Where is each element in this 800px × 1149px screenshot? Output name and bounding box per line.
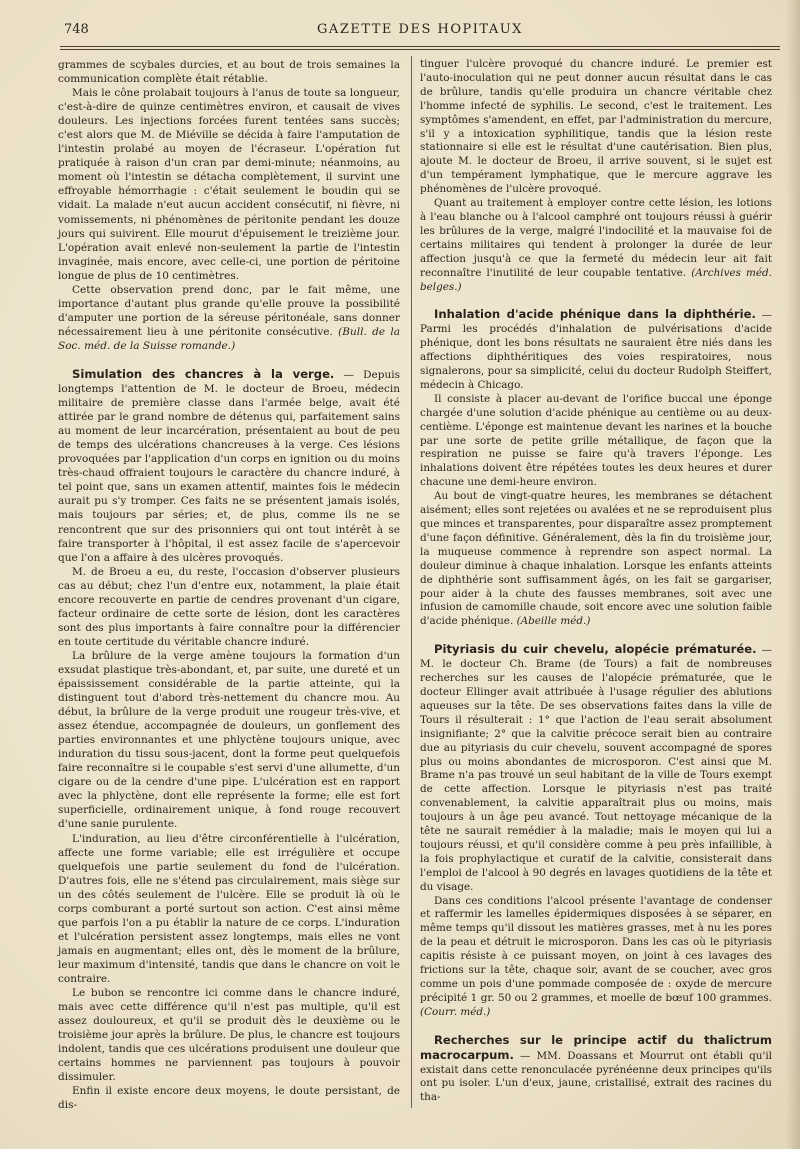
running-title: GAZETTE DES HOPITAUX xyxy=(317,22,523,37)
paragraph: Le bubon se rencontre ici comme dans le chancre induré, mais avec cette différence qu'il n'est pas multiple, qu'il est assez douloureux, et qu'il se produit dès le deuxième ou le troisième jour après la brûlure. De plus, le chancre est toujours indolent, tandis que ces ulcérations produisent une douleur que certains hommes ne parviennent pas toujours à pouvoir dissimuler. xyxy=(58,987,400,1084)
article-simulation-chancres xyxy=(58,367,400,565)
column-divider xyxy=(411,56,412,1108)
article-thalictrum xyxy=(420,1034,772,1106)
paragraph-text: Au bout de vingt-quatre heures, les membranes se détachent aisément; elles sont rejetées ou avalées et ne se reproduisent plus que minces et transparentes, pour disparaître assez promptement d'une façon définitive. Généralement, dès la fin du troisième jour, la muqueuse commence à reprendre son aspect normal. La douleur diminue à chaque inhalation. Lorsque les enfants atteints de diphthérie sont suffisamment âgés, on les fait se gargariser, pour aider à la chute des fausses membranes, soit avec une infusion de camomille chaude, soit encore avec une solution faible d'acide phénique. xyxy=(420,490,772,628)
page-edge-shadow xyxy=(786,0,800,1149)
paragraph: grammes de scybales durcies, et au bout de trois semaines la communication complète était rétablie. xyxy=(58,59,400,86)
source-citation: (Archives méd. belges.) xyxy=(420,266,772,293)
right-column xyxy=(420,58,772,1105)
paragraph: tinguer l'ulcère provoqué du chancre induré. Le premier est l'auto-inoculation qui ne peut donner aucun résultat dans le cas de brûlure, tandis qu'elle produira un chancre véritable chez l'homme infecté de syphilis. Le second, c'est le traitement. Les symptômes s'amendent, en effet, par l'administration du mercure, s'il y a intoxication syphilitique, tandis que la lésion reste stationnaire si elle est le résultat d'une cautérisation. Bien plus, ajoute M. le docteur de Broeu, il arrive souvent, si le sujet est d'un tempérament lymphatique, que le mercure aggrave les phénomènes de l'ulcère provoqué. xyxy=(420,58,772,196)
page-number: 748 xyxy=(64,22,89,37)
article-pityriasis xyxy=(420,643,772,894)
paragraph-text: Dans ces conditions l'alcool présente l'avantage de condenser et raffermir les lamelles épidermiques disposées à se séparer, en même temps qu'il dissout les matières grasses, met à nu les pores de la peau et détruit le microsporon. Dans les cas où le pityriasis capitis résiste à ce puissant moyen, on joint à ces lavages des frictions sur la tête, chaque soir, avant de se coucher, avec gros comme un pois d'une pommade composée de : oxyde de mercure précipité 1 gr. 50 ou 2 grammes, et moelle de bœuf 100 grammes. xyxy=(420,894,772,1004)
paragraph xyxy=(420,490,772,629)
spacer xyxy=(58,353,400,367)
paragraph: Mais le cône prolabait toujours à l'anus de toute sa longueur, c'est-à-dire de quinze centimètres environ, et causait de vives douleurs. Les injections forcées furent tentées sans succès; c'est alors que M. de Miéville se décida à faire l'amputation de l'intestin prolabé au moyen de l'écraseur. L'opération fut pratiquée à raison d'un cran par demi-minute; néanmoins, au moment où l'intestin se détacha complètement, il survint une effroyable hémorrhagie : c'était seulement le boudin qui se vidait. La malade n'eut aucun accident consécutif, ni fièvre, ni vomissements, ni phénomènes de péritonite pendant les douze jours qui suivirent. Elle mourut d'épuisement le treizième jour. L'opération avait enlevé non-seulement la partie de l'intestin invaginée, mais encore, avec celle-ci, une portion de péritoine longue de plus de 10 centimètres. xyxy=(58,87,400,282)
header-rule xyxy=(60,46,780,47)
paragraph xyxy=(58,283,400,353)
paragraph-text: — Parmi les procédés d'inhalation de pulvérisations d'acide phénique, dont les bons résultats ne sauraient être niés dans les affections diphthéritiques des voies respiratoires, nous signalerons, pour sa simplicité, celui du docteur Rudolph Steiffert, médecin à Chicago. xyxy=(420,309,772,391)
article-title: Pityriasis du cuir chevelu, alopécie prématurée. xyxy=(434,642,757,657)
paragraph-text: — M. le docteur Ch. Brame (de Tours) a fait de nombreuses recherches sur les causes de l'alopécie prématurée, que le docteur Ellinger avait attribuée à l'usage régulier des ablutions aqueuses sur la tête. De ses observations faites dans la ville de Tours il résulterait : 1° que l'action de l'eau serait absolument insignifiante; 2° que la calvitie précoce serait bien au contraire due au pityriasis du cuir chevelu, souvent accompagné de spores plus ou moins abondantes de microsporon. C'est ainsi que M. Brame n'a pas trouvé un seul habitant de la ville de Tours exempt de cette affection. Lorsque le pityriasis n'est pas traité convenablement, la calvitie apparaîtrait plus ou moins, mais toujours à un âge peu avancé. Tout nettoyage mécanique de la tête ne saurait remédier à la maladie; mais le moyen qui lui a toujours réussi, et qu'il considère comme à peu près infaillible, à la fois prophylactique et curatif de la calvitie, consisterait dans l'emploi de l'alcool à 90 degrés en lavages quotidiens de la tête et du visage. xyxy=(420,644,772,893)
paragraph: La brûlure de la verge amène toujours la formation d'un exsudat plastique très-abondant, et, par suite, une dureté et un épaississement considérable de la partie atteinte, qui la distinguent tout d'abord très-nettement du chancre mou. Au début, la brûlure de la verge produit une rougeur très-vive, et assez étendue, accompagnée de douleurs, un gonflement des parties environnantes et une phlyctène toujours unique, avec induration du tissu sous-jacent, dont la forme peut quelquefois faire reconnaître si le coupable s'est servi d'une allumette, d'un cigare ou de la cendre d'une pipe. L'ulcération est en rapport avec la phlyctène, dont elle représente la forme; elle est fort superficielle, ordinairement unique, à fond rouge recouvert d'une sanie purulente. xyxy=(58,649,400,831)
paragraph-text: — Depuis longtemps l'attention de M. le docteur de Broeu, médecin militaire de première classe dans l'armée belge, avait été attirée par le grand nombre de détenus qui, parfaitement sains au moment de leur incarcération, présentaient au bout de peu de temps des ulcérations chancreuses à la verge. Ces lésions provoquées par l'application d'un corps en ignition ou du moins très-chaud offraient toujours le caractère du chancre induré, à tel point que, sans un examen attentif, maintes fois le médecin aurait pu s'y tromper. Ces faits ne se présentent jamais isolés, mais toujours par séries; et, de plus, comme ils ne se rencontrent que sur des prisonniers qui ont tout intérêt à se faire transporter à l'hôpital, il est assez facile de s'apercevoir que l'on a affaire à des ulcères provoqués. xyxy=(58,368,400,564)
paragraph: Il consiste à placer au-devant de l'orifice buccal une éponge chargée d'une solution d'acide phénique au centième ou au deux-centième. L'éponge est maintenue devant les narines et la bouche par une sorte de petite grille métallique, de façon que la respiration ne puisse se faire qu'à travers l'éponge. Les inhalations doivent être répétées toutes les deux heures et durer chacune une demi-heure environ. xyxy=(420,392,772,489)
source-citation: (Abeille méd.) xyxy=(516,615,591,628)
source-citation: (Courr. méd.) xyxy=(420,1005,491,1018)
source-citation: (Bull. de la Soc. méd. de la Suisse romande.) xyxy=(58,325,400,352)
paragraph-text: — MM. Doassans et Mourrut ont établi qu'il existait dans cette renonculacée pyrénéenne deux principes qu'ils ont pu isoler. L'un d'eux, jaune, cristallisé, extrait des racines du tha- xyxy=(420,1049,772,1104)
article-title: Simulation des chancres à la verge. xyxy=(72,366,335,381)
article-inhalation-diphtherie xyxy=(420,308,772,392)
spacer xyxy=(420,629,772,643)
paragraph: M. de Broeu a eu, du reste, l'occasion d'observer plusieurs cas au début; chez l'un d'entre eux, notamment, la plaie était encore recouverte en partie de cendres provenant d'un cigare, facteur ordinaire de cette sorte de lésion, dont les caractères sont des plus importants à faire connaître pour la différencier en toute certitude du véritable chancre induré. xyxy=(58,565,400,648)
paragraph: Enfin il existe encore deux moyens, le doute persistant, de dis- xyxy=(58,1085,400,1112)
paragraph-text: Cette observation prend donc, par le fait même, une importance d'autant plus grande qu'elle prouve la possibilité d'amputer une portion de la séreuse péritonéale, sans donner nécessairement lieu à une péritonite consécutive. xyxy=(58,283,400,338)
spacer xyxy=(420,294,772,308)
paragraph xyxy=(420,895,772,1020)
article-title: Inhalation d'acide phénique dans la diphthérie. xyxy=(434,307,756,322)
page-header xyxy=(60,22,780,42)
paragraph xyxy=(420,197,772,294)
paragraph-text: Quant au traitement à employer contre cette lésion, les lotions à l'eau blanche ou à l'alcool camphré ont toujours réussi à guérir les brûlures de la verge, malgré l'indocilité et la mauvaise foi de certains militaires qui tendent à prolonger la durée de leur affection jusqu'à ce que la fermeté du médecin leur ait fait reconnaître l'inutilité de leur coupable tentative. xyxy=(420,197,772,279)
paragraph: L'induration, au lieu d'être circonférentielle à l'ulcération, affecte une forme variable; elle est irrégulière et occupe quelquefois une partie seulement du fond de l'ulcération. D'autres fois, elle ne s'étend pas circulairement, mais siège sur un des côtés seulement de l'ulcère. Elle se produit là où le corps comburant a porté surtout son action. C'est ainsi même que parfois l'on a pu établir la nature de ce corps. L'induration et l'ulcération persistent assez longtemps, mais elles ne vont jamais en augmentant; elles ont, dès le moment de la brûlure, leur maximum d'intensité, tandis que dans le chancre on voit le contraire. xyxy=(58,832,400,985)
spacer xyxy=(420,1020,772,1034)
header-rule-double xyxy=(60,49,780,50)
left-column xyxy=(58,58,400,1112)
article-title: Recherches sur le principe actif du thalictrum macrocarpum. xyxy=(420,1032,772,1062)
